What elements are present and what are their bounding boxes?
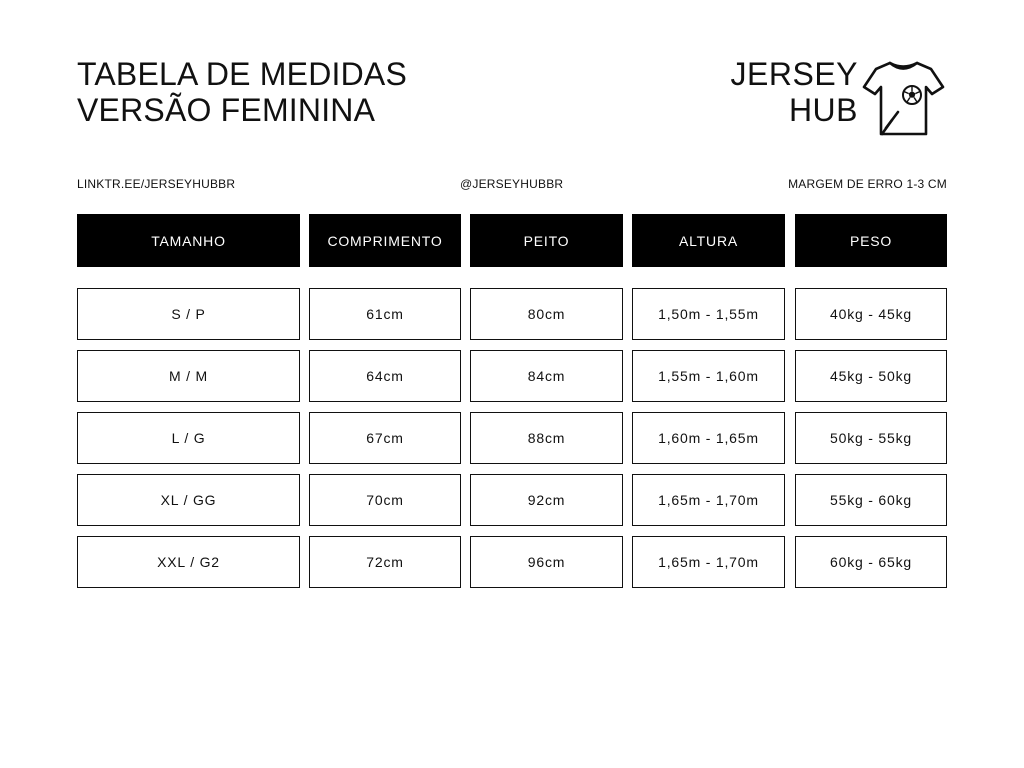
title-line-2: VERSÃO FEMININA — [77, 92, 376, 128]
cell-peito: 92cm — [470, 474, 623, 526]
header-comprimento: COMPRIMENTO — [309, 214, 461, 267]
cell-altura: 1,55m - 1,60m — [632, 350, 785, 402]
cell-altura: 1,65m - 1,70m — [632, 536, 785, 588]
cell-tamanho: XXL / G2 — [77, 536, 300, 588]
cell-tamanho: XL / GG — [77, 474, 300, 526]
table-row — [77, 474, 947, 526]
table-row — [77, 350, 947, 402]
cell-peso: 55kg - 60kg — [795, 474, 947, 526]
cell-comprimento: 67cm — [309, 412, 461, 464]
header-altura: ALTURA — [632, 214, 785, 267]
table-row — [77, 412, 947, 464]
header-tamanho: TAMANHO — [77, 214, 300, 267]
cell-altura: 1,65m - 1,70m — [632, 474, 785, 526]
cell-peito: 84cm — [470, 350, 623, 402]
title-line-1: TABELA DE MEDIDAS — [77, 56, 408, 92]
cell-peso: 40kg - 45kg — [795, 288, 947, 340]
info-row — [77, 176, 947, 192]
cell-tamanho: S / P — [77, 288, 300, 340]
cell-peso: 45kg - 50kg — [795, 350, 947, 402]
header-peso: PESO — [795, 214, 947, 267]
table-header-row — [77, 214, 947, 267]
table-row — [77, 288, 947, 340]
brand-name — [731, 56, 858, 128]
jersey-soccer-ball-icon — [862, 60, 946, 138]
size-table — [77, 214, 947, 588]
cell-peso: 50kg - 55kg — [795, 412, 947, 464]
cell-comprimento: 70cm — [309, 474, 461, 526]
page-title — [77, 56, 407, 128]
cell-peito: 96cm — [470, 536, 623, 588]
cell-altura: 1,60m - 1,65m — [632, 412, 785, 464]
brand-line-1: JERSEY — [730, 56, 858, 92]
cell-comprimento: 64cm — [309, 350, 461, 402]
linktree-link: LINKTR.EE/JERSEYHUBBR — [77, 177, 236, 191]
cell-altura: 1,50m - 1,55m — [632, 288, 785, 340]
cell-comprimento: 72cm — [309, 536, 461, 588]
cell-comprimento: 61cm — [309, 288, 461, 340]
table-row — [77, 536, 947, 588]
header-peito: PEITO — [470, 214, 623, 267]
cell-tamanho: L / G — [77, 412, 300, 464]
brand-line-2: HUB — [788, 92, 858, 128]
margin-of-error-note: MARGEM DE ERRO 1-3 CM — [788, 177, 947, 191]
cell-tamanho: M / M — [77, 350, 300, 402]
cell-peito: 88cm — [470, 412, 623, 464]
cell-peito: 80cm — [470, 288, 623, 340]
instagram-handle: @JERSEYHUBBR — [460, 177, 564, 191]
cell-peso: 60kg - 65kg — [795, 536, 947, 588]
